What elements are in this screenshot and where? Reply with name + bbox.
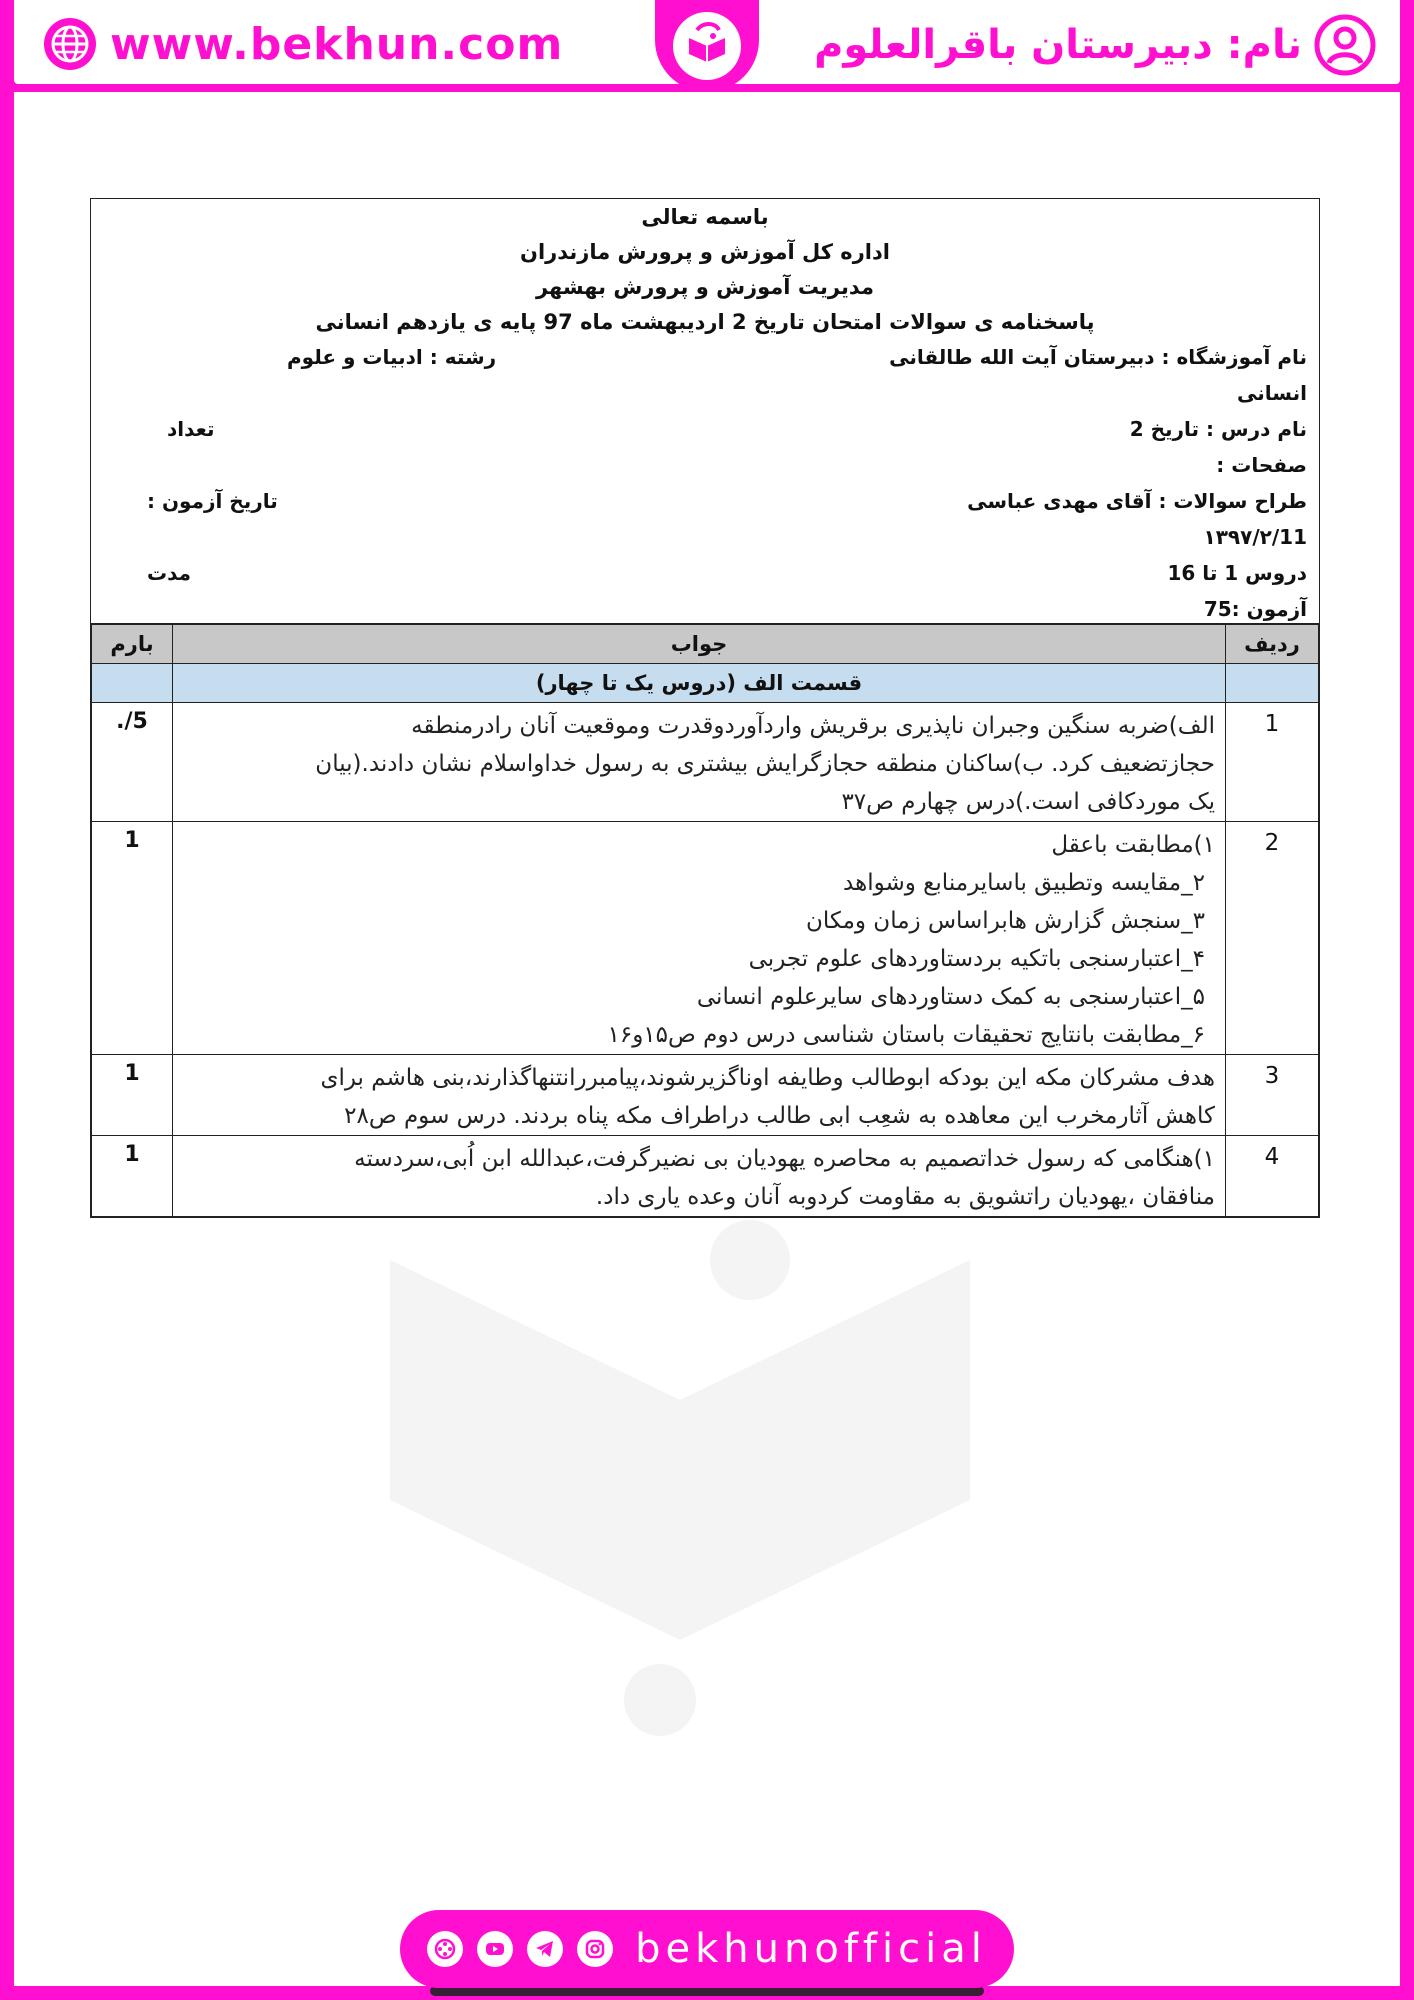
designer-label: طراح سوالات : آقای مهدی عباسی [967, 489, 1307, 513]
column-header-row-number: ردیف [1226, 625, 1319, 664]
field-label: رشته : ادبیات و علوم [287, 345, 497, 369]
answer-line: ۳_سنجش گزارش هابراساس زمان ومکان [805, 908, 1205, 934]
row-number: 3 [1226, 1055, 1319, 1136]
section-empty-cell [92, 664, 173, 703]
youtube-icon[interactable] [477, 1931, 513, 1967]
course-label: نام درس : تاریخ 2 [1129, 417, 1307, 441]
answer-line: کاهش آثارمخرب این معاهده به شعِب ابی طالب دراطراف مکه پناه بردند. درس سوم ص۲۸ [344, 1103, 1215, 1129]
count-label: تعداد [167, 417, 215, 441]
telegram-icon[interactable] [527, 1931, 563, 1967]
row-number: 2 [1226, 822, 1319, 1055]
answer-line: یک موردکافی است.)درس چهارم ص۳۷ [841, 789, 1215, 815]
table-row [92, 822, 1319, 1055]
header-line-4: پاسخنامه ی سوالات امتحان تاریخ 2 اردیبهشت ماه 97 پایه ی یازدهم انسانی [315, 310, 1095, 334]
pages-label: صفحات : [1216, 453, 1307, 477]
user-icon [1314, 14, 1376, 76]
score-cell: 1 [92, 1136, 173, 1217]
instagram-icon[interactable] [577, 1931, 613, 1967]
top-banner [0, 0, 1414, 92]
score-cell: 1 [92, 822, 173, 1055]
column-header-score: بارم [92, 625, 173, 664]
section-row [92, 664, 1319, 703]
score-cell: 1 [92, 1055, 173, 1136]
answer-line: ۱)مطابقت باعقل [1051, 832, 1215, 858]
section-empty-cell [1226, 664, 1319, 703]
field-continued: انسانی [1237, 381, 1307, 405]
duration-label: مدت [147, 561, 192, 585]
info-row-school [107, 339, 1307, 411]
school-name: نام: دبیرستان باقرالعلوم [814, 22, 1302, 68]
section-title: قسمت الف (دروس یک تا چهار) [173, 664, 1226, 703]
score-cell: 5/. [92, 703, 173, 822]
info-row-designer [107, 483, 1307, 555]
brand-logo [655, 0, 759, 92]
answer-line: ۵_اعتبارسنجی به کمک دستاوردهای سایرعلوم انسانی [696, 984, 1205, 1010]
row-number: 1 [1226, 703, 1319, 822]
answer-line: ۴_اعتبارسنجی باتکیه بردستاوردهای علوم تجربی [748, 946, 1205, 972]
answer-cell [173, 822, 1226, 1055]
column-header-answer: جواب [173, 625, 1226, 664]
site-url[interactable]: www.bekhun.com [110, 18, 564, 70]
film-reel-icon[interactable] [427, 1931, 463, 1967]
duration-value: آزمون :75 [1203, 597, 1307, 621]
social-bar [400, 1910, 1014, 1988]
exam-info [107, 339, 1307, 627]
school-label: نام آموزشگاه : دبیرستان آیت الله طالقانی [889, 345, 1307, 369]
answer-line: حجازتضعیف کرد. ب)ساکنان منطقه حجازگرایش بیشتری به رسول خداواسلام نشان دادند.(بیان [315, 751, 1215, 777]
header-line-2: اداره کل آموزش و پرورش مازندران [520, 240, 890, 264]
answer-cell [173, 1055, 1226, 1136]
table-row [92, 1136, 1319, 1217]
social-handle[interactable]: bekhunofficial [635, 1926, 987, 1972]
table-row [92, 1055, 1319, 1136]
row-number: 4 [1226, 1136, 1319, 1217]
answer-line: ۱)هنگامی که رسول خداتصمیم به محاصره یهودیان بی نضیرگرفت،عبدالله ابن اُبی،سردسته [354, 1146, 1215, 1172]
exam-date-value: ۱۳۹۷/۲/11 [1203, 525, 1307, 549]
exam-date-label: تاریخ آزمون : [147, 489, 278, 513]
answer-table [91, 624, 1319, 1217]
table-row [92, 703, 1319, 822]
answer-line: منافقان ،یهودیان راتشویق به مقاومت کردوبه آنان وعده یاری داد. [595, 1184, 1215, 1210]
info-row-course [107, 411, 1307, 483]
answer-line: الف)ضربه سنگین وجبران ناپذیری برقریش واردآوردوقدرت وموقعیت آنان رادرمنطقه [411, 713, 1215, 739]
school-name-label [814, 14, 1376, 76]
answer-line: هدف مشرکان مکه این بودکه ابوطالب وطایفه اوناگزیرشوند،پیامبررانتنهاگذارند،بنی هاشم برای [320, 1065, 1215, 1091]
answer-cell [173, 703, 1226, 822]
book-logo-icon [669, 8, 745, 84]
info-row-lessons [107, 555, 1307, 627]
table-header-row [92, 625, 1319, 664]
sheet-header [91, 199, 1319, 624]
header-line-3: مدیریت آموزش و پرورش بهشهر [535, 275, 875, 299]
globe-icon [42, 16, 98, 72]
lessons-label: دروس 1 تا 16 [1167, 561, 1307, 585]
answer-cell [173, 1136, 1226, 1217]
answer-line: ۲_مقایسه وتطبیق باسایرمنابع وشواهد [843, 870, 1205, 896]
answer-line: ۶_مطابقت بانتایج تحقیقات باستان شناسی درس دوم ص۱۵و۱۶ [607, 1022, 1205, 1048]
header-line-1: باسمه تعالی [641, 205, 769, 229]
answer-sheet [90, 198, 1320, 1218]
site-link[interactable] [42, 16, 563, 72]
